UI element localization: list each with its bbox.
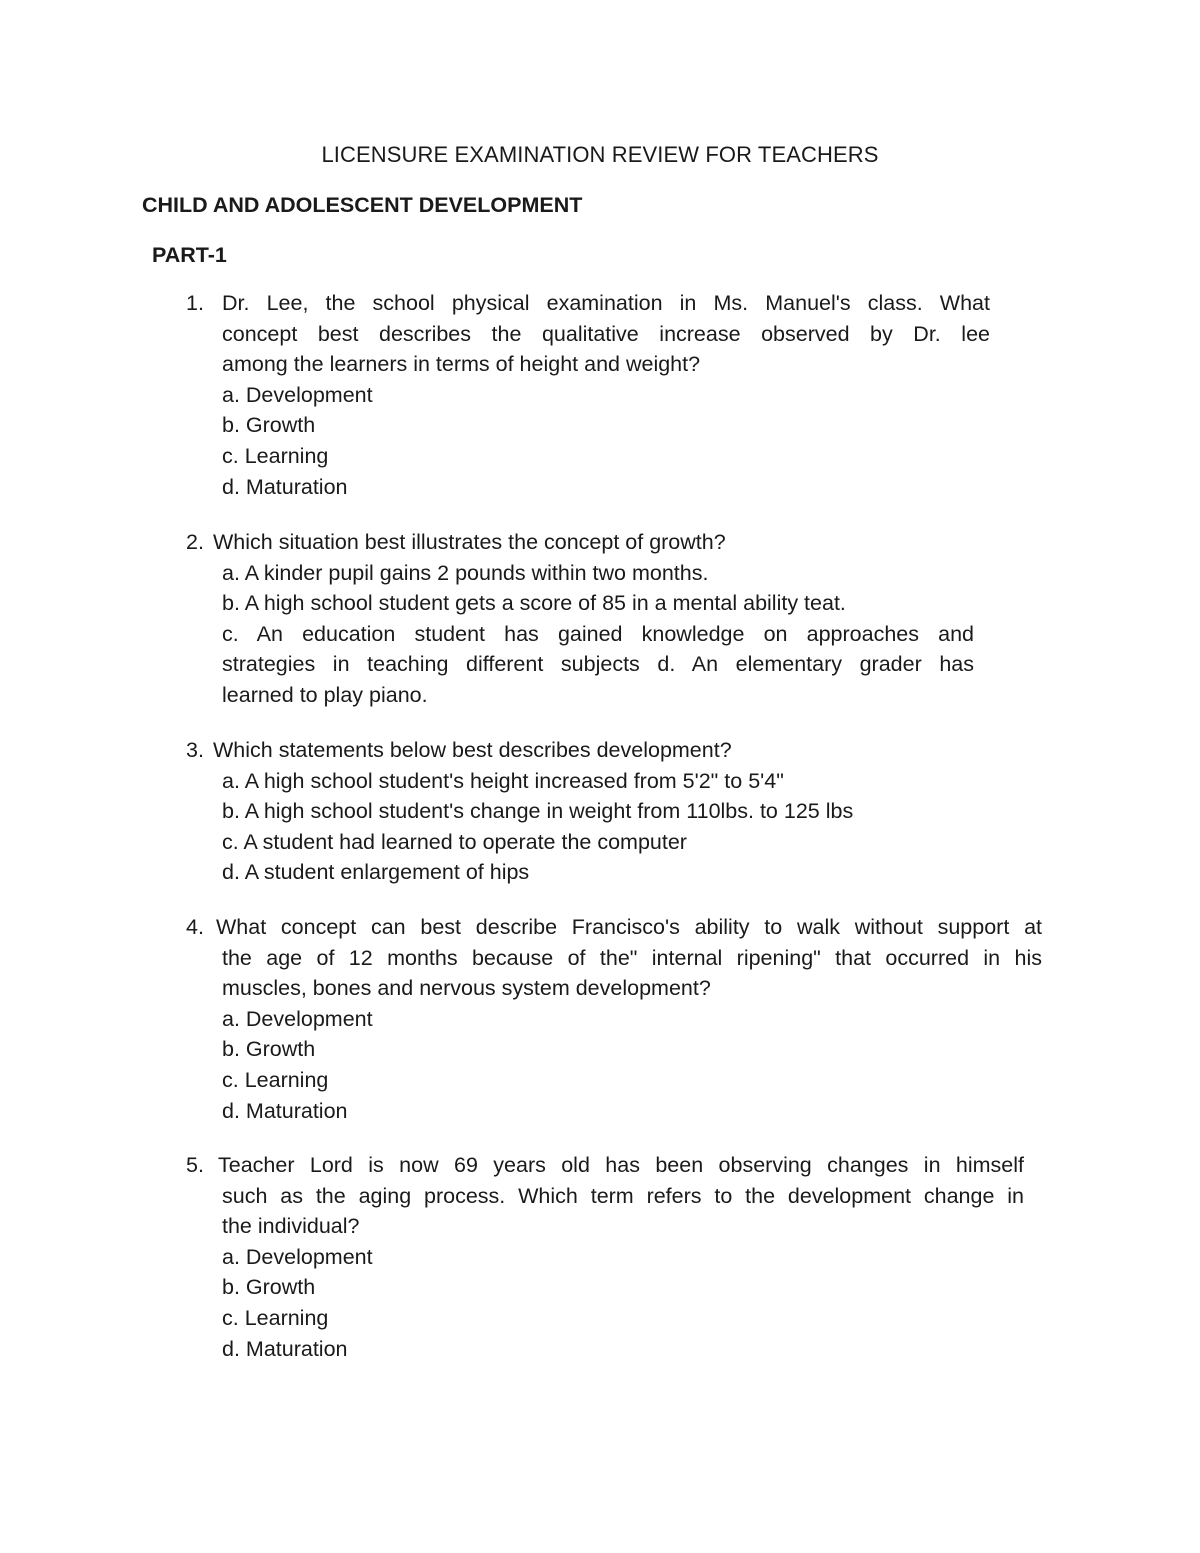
question-1-option-b: b. Growth — [222, 413, 316, 438]
question-5-option-a: a. Development — [222, 1244, 373, 1269]
question-4-line-1: 4. What concept can best describe Francisco's ability to walk without support at — [186, 912, 1042, 943]
question-2-line-1: 2. Which situation best illustrates the concept of growth? — [186, 527, 974, 558]
question-1-number: 1. — [186, 291, 204, 315]
question-2-number: 2. — [186, 530, 204, 554]
question-4-line-3: muscles, bones and nervous system development? — [222, 976, 711, 1001]
question-2 — [186, 527, 974, 711]
question-1-option-d: d. Maturation — [222, 474, 348, 499]
question-4-option-d: d. Maturation — [222, 1098, 348, 1123]
question-5-number: 5. — [186, 1153, 204, 1177]
document-title: LICENSURE EXAMINATION REVIEW FOR TEACHERS — [321, 142, 879, 167]
question-5 — [186, 1150, 1024, 1364]
question-2-option-b: b. A high school student gets a score of 85 in a mental ability teat. — [222, 591, 846, 616]
subject-heading: CHILD AND ADOLESCENT DEVELOPMENT — [142, 193, 583, 217]
question-1-option-a: a. Development — [222, 382, 373, 407]
question-1-option-c: c. Learning — [222, 443, 329, 468]
question-2-option-c: c. An education student has gained knowledge on approaches and — [222, 621, 974, 646]
question-3-line-1: 3. Which statements below best describes development? — [186, 735, 986, 766]
question-5-option-d: d. Maturation — [222, 1336, 348, 1361]
question-1-line-1: 1. Dr. Lee, the school physical examination in Ms. Manuel's class. What — [186, 288, 990, 319]
question-2-option-c-cont-2: learned to play piano. — [222, 682, 428, 707]
question-5-line-2: such as the aging process. Which term refers to the development change in — [222, 1183, 1024, 1208]
question-1-line-3: among the learners in terms of height and weight? — [222, 352, 701, 377]
question-2-option-a: a. A kinder pupil gains 2 pounds within two months. — [222, 560, 709, 585]
question-3-option-d: d. A student enlargement of hips — [222, 860, 530, 885]
question-4-option-c: c. Learning — [222, 1067, 329, 1092]
question-4 — [186, 912, 1042, 1126]
question-3-number: 3. — [186, 738, 204, 762]
question-4-number: 4. — [186, 915, 204, 939]
question-5-option-c: c. Learning — [222, 1305, 329, 1330]
question-3-option-b: b. A high school student's change in weight from 110lbs. to 125 lbs — [222, 799, 854, 824]
question-5-line-3: the individual? — [222, 1214, 360, 1239]
question-3-option-a: a. A high school student's height increased from 5'2" to 5'4" — [222, 768, 784, 793]
question-1-line-2: concept best describes the qualitative increase observed by Dr. lee — [222, 321, 990, 346]
question-2-option-c-cont: strategies in teaching different subjects d. An elementary grader has — [222, 652, 974, 677]
question-5-option-b: b. Growth — [222, 1275, 316, 1300]
question-5-line-1: 5. Teacher Lord is now 69 years old has been observing changes in himself — [186, 1150, 1024, 1181]
question-4-line-2: the age of 12 months because of the" internal ripening" that occurred in his — [222, 945, 1042, 970]
question-3 — [186, 735, 986, 888]
part-heading: PART-1 — [152, 243, 227, 267]
question-3-option-c: c. A student had learned to operate the computer — [222, 829, 687, 854]
question-4-option-b: b. Growth — [222, 1037, 316, 1062]
question-1 — [186, 288, 990, 502]
question-4-option-a: a. Development — [222, 1006, 373, 1031]
